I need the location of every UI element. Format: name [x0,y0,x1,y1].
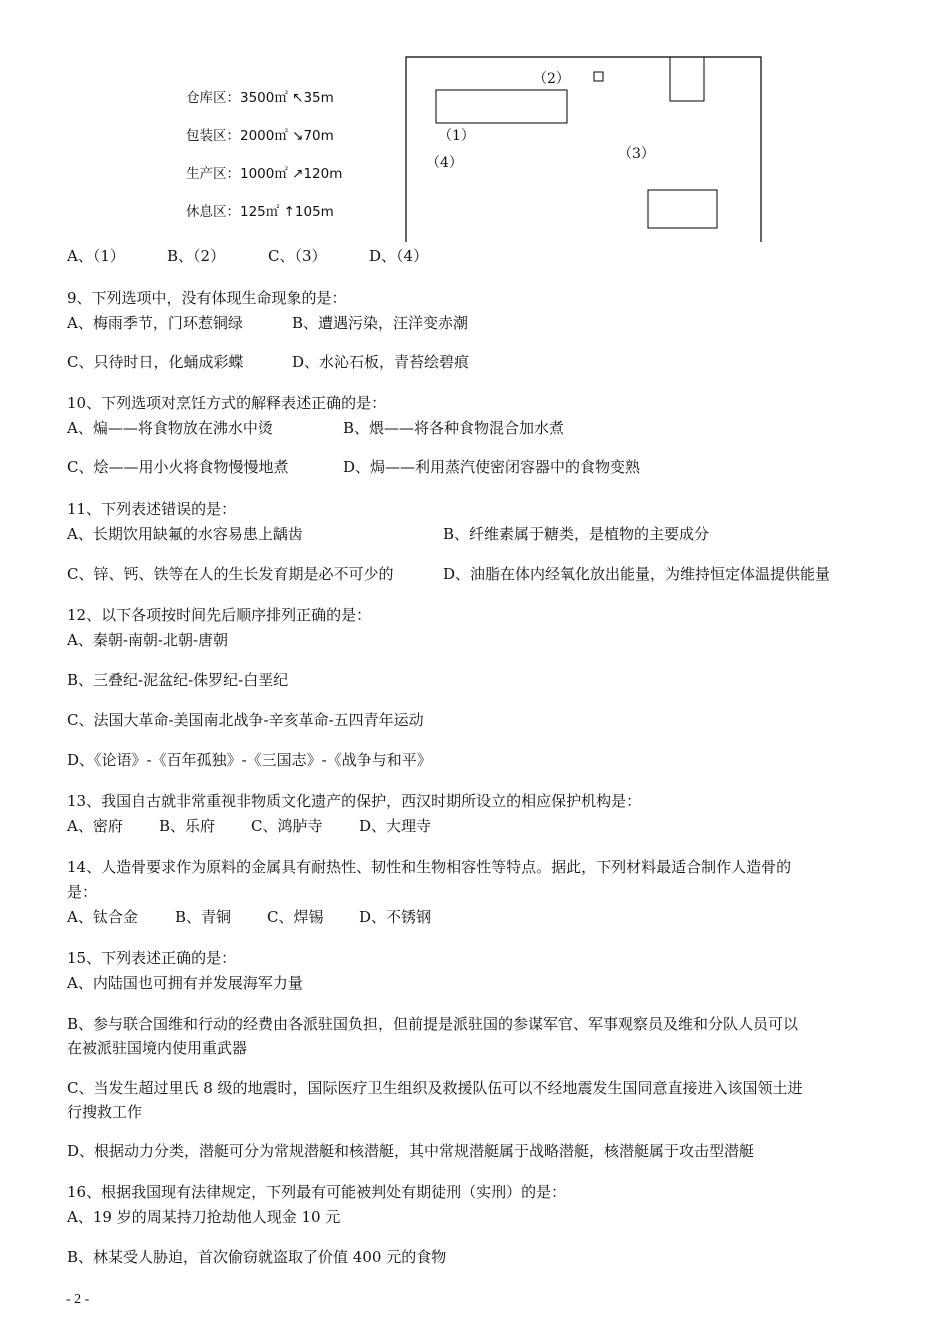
q15-option-c-line1: C、当发生超过里氏 8 级的地震时，国际医疗卫生组织及救援队伍可以不经地震发生国同意直接进入该国领土进 [67,1079,803,1097]
zone-2-box [594,72,603,81]
page-number: - 2 - [66,1292,90,1307]
label-2: （2） [533,71,570,87]
option-b: B、遭遇污染，汪洋变赤潮 [292,314,469,332]
legend-name: 包装区：2000㎡ [186,128,288,144]
q12-option-c: C、法国大革命-美国南北战争-辛亥革命-五四青年运动 [67,711,424,729]
q16-option-a: A、19 岁的周某持刀抢劫他人现金 10 元 [67,1208,341,1226]
q12-option-d: D、《论语》-《百年孤独》-《三国志》-《战争与和平》 [67,751,432,769]
q12-option-a: A、秦朝-南朝-北朝-唐朝 [67,631,229,649]
q15-option-b-line1: B、参与联合国维和行动的经费由各派驻国负担，但前提是派驻国的参谋军官、军事观察员及维和分队人员可以 [67,1015,799,1033]
option-c: C、鸿胪寺 [251,817,323,835]
option-c: C、焊锡 [267,908,324,926]
option-b: B、青铜 [175,908,232,926]
label-4: （4） [426,155,463,171]
label-1: （1） [438,128,475,144]
option-a: A、（1） [67,247,125,265]
corner-box [670,57,704,101]
legend-warehouse [186,86,334,106]
legend-production [186,162,342,182]
option-c: C、（3） [268,247,327,265]
q14-stem-line2: 是： [67,883,98,901]
option-d: D、水沁石板，青苔绘碧痕 [292,353,470,371]
option-b: B、乐府 [159,817,216,835]
direction-arrow-icon: ↖ [292,90,304,106]
q15-option-a: A、内陆国也可拥有并发展海军力量 [67,974,303,992]
option-a: A、煸——将食物放在沸水中烫 [67,419,273,437]
option-a: A、密府 [67,817,123,835]
option-c: C、锌、钙、铁等在人的生长发育期是必不可少的 [67,565,394,583]
direction-arrow-icon: ↑ [283,204,295,220]
zone-1-box [436,90,567,123]
option-b: B、纤维素属于糖类，是植物的主要成分 [443,525,710,543]
q9-row1 [67,311,468,335]
direction-arrow-icon: ↗ [292,166,304,182]
option-d: D、焗——利用蒸汽使密闭容器中的食物变熟 [343,458,641,476]
legend-distance: 120m [303,166,343,182]
zone-3-box [648,190,717,228]
q10-row2 [67,455,640,479]
q15-option-c-line2: 行搜救工作 [67,1103,143,1121]
option-b: B、（2） [167,247,226,265]
q11-row2 [67,562,830,586]
legend-distance: 105m [294,204,334,220]
q14-options [67,905,431,929]
q11-stem: 11、下列表述错误的是： [67,500,237,518]
q9-row2 [67,350,469,374]
legend-rest [186,200,334,220]
legend-distance: 70m [303,128,334,144]
option-a: A、梅雨季节，门环惹铜绿 [67,314,243,332]
q10-stem: 10、下列选项对烹饪方式的解释表述正确的是： [67,394,387,412]
option-d: D、不锈钢 [359,908,432,926]
floor-plan-diagram [405,56,762,242]
legend-name: 生产区：1000㎡ [186,166,288,182]
option-c: C、烩——用小火将食物慢慢地煮 [67,458,289,476]
option-d: D、（4） [369,247,429,265]
option-b: B、煨——将各种食物混合加水煮 [343,419,565,437]
q8-options [67,244,428,268]
legend-distance: 35m [303,90,334,106]
option-d: D、大理寺 [359,817,432,835]
label-3: （3） [618,146,655,162]
q16-option-b: B、林某受人胁迫，首次偷窃就盗取了价值 400 元的食物 [67,1248,447,1266]
q13-stem: 13、我国自古就非常重视非物质文化遗产的保护，西汉时期所设立的相应保护机构是： [67,792,642,810]
plan-outline [406,57,761,242]
q11-row1 [67,522,709,546]
q15-stem: 15、下列表述正确的是： [67,949,237,967]
q12-option-b: B、三叠纪-泥盆纪-侏罗纪-白垩纪 [67,671,289,689]
q15-option-b-line2: 在被派驻国境内使用重武器 [67,1039,248,1057]
legend-name: 仓库区：3500㎡ [186,90,288,106]
option-a: A、钛合金 [67,908,138,926]
option-c: C、只待时日，化蛹成彩蝶 [67,353,244,371]
q14-stem-line1: 14、人造骨要求作为原料的金属具有耐热性、韧性和生物相容性等特点。据此，下列材料最适合制作人造骨的 [67,858,792,876]
q15-option-d: D、根据动力分类，潜艇可分为常规潜艇和核潜艇，其中常规潜艇属于战略潜艇，核潜艇属于攻击型潜艇 [67,1142,755,1160]
q13-options [67,814,431,838]
direction-arrow-icon: ↘ [292,128,304,144]
q9-stem: 9、下列选项中，没有体现生命现象的是： [67,289,347,307]
q16-stem: 16、根据我国现有法律规定，下列最有可能被判处有期徒刑（实刑）的是： [67,1183,567,1201]
legend-name: 休息区：125㎡ [186,204,280,220]
option-d: D、油脂在体内经氧化放出能量，为维持恒定体温提供能量 [443,565,831,583]
legend-packaging [186,124,334,144]
option-a: A、长期饮用缺氟的水容易患上龋齿 [67,525,303,543]
q10-row1 [67,416,564,440]
q12-stem: 12、以下各项按时间先后顺序排列正确的是： [67,606,372,624]
